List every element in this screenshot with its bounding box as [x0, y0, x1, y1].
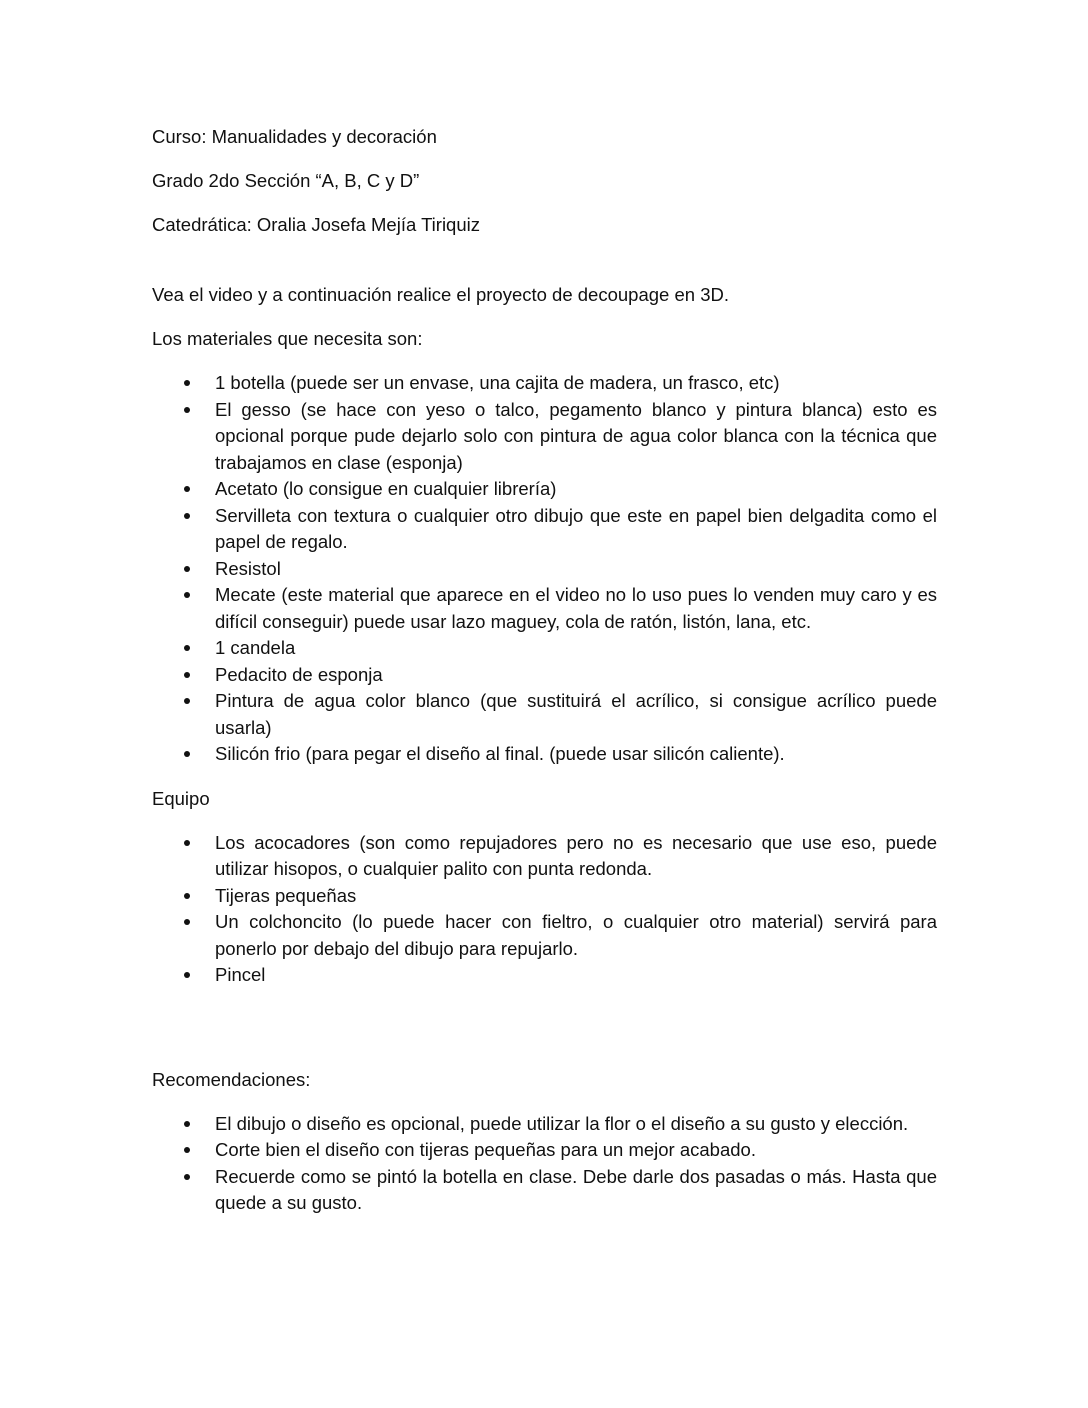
document-content	[152, 124, 937, 1235]
list-item: Acetato (lo consigue en cualquier librería)	[152, 476, 937, 503]
list-item: 1 candela	[152, 635, 937, 662]
list-item: Mecate (este material que aparece en el video no lo uso pues lo venden muy caro y es difícil conseguir) puede usar lazo maguey, cola de ratón, listón, lana, etc.	[152, 582, 937, 635]
bullet-icon	[184, 1174, 190, 1180]
list-item: Los acocadores (son como repujadores pero no es necesario que use eso, puede utilizar hisopos, o cualquier palito con punta redonda.	[152, 830, 937, 883]
list-item: Pintura de agua color blanco (que sustituirá el acrílico, si consigue acrílico puede usarla)	[152, 688, 937, 741]
list-item: Corte bien el diseño con tijeras pequeñas para un mejor acabado.	[152, 1137, 937, 1164]
list-item: Un colchoncito (lo puede hacer con fieltro, o cualquier otro material) servirá para ponerlo por debajo del dibujo para repujarlo.	[152, 909, 937, 962]
spacer	[152, 238, 937, 282]
course-line: Curso: Manualidades y decoración	[152, 126, 437, 147]
spacer	[152, 1007, 937, 1067]
list-item: Servilleta con textura o cualquier otro dibujo que este en papel bien delgadita como el papel de regalo.	[152, 503, 937, 556]
bullet-icon	[184, 672, 190, 678]
bullet-icon	[184, 840, 190, 846]
teacher-line: Catedrática: Oralia Josefa Mejía Tiriquiz	[152, 214, 480, 235]
list-item: El gesso (se hace con yeso o talco, pegamento blanco y pintura blanca) esto es opcional porque pude dejarlo solo con pintura de agua color blanca con la técnica que trabajamos en clase (esponja)	[152, 397, 937, 477]
bullet-icon	[184, 972, 190, 978]
grade-section-line: Grado 2do Sección “A, B, C y D”	[152, 170, 420, 191]
bullet-icon	[184, 919, 190, 925]
bullet-icon	[184, 566, 190, 572]
bullet-icon	[184, 698, 190, 704]
recommendations-heading: Recomendaciones:	[152, 1068, 311, 1090]
bullet-icon	[184, 407, 190, 413]
list-item: 1 botella (puede ser un envase, una cajita de madera, un frasco, etc)	[152, 370, 937, 397]
bullet-icon	[184, 1121, 190, 1127]
list-item: El dibujo o diseño es opcional, puede utilizar la flor o el diseño a su gusto y elección.	[152, 1111, 937, 1138]
bullet-icon	[184, 645, 190, 651]
equipment-heading: Equipo	[152, 787, 210, 809]
instruction-text: Vea el video y a continuación realice el proyecto de decoupage en 3D.	[152, 284, 729, 305]
bullet-icon	[184, 751, 190, 757]
recommendations-list	[152, 1111, 937, 1217]
bullet-icon	[184, 380, 190, 386]
list-item: Resistol	[152, 556, 937, 583]
list-item: Silicón frio (para pegar el diseño al final. (puede usar silicón caliente).	[152, 741, 937, 768]
list-item: Tijeras pequeñas	[152, 883, 937, 910]
bullet-icon	[184, 592, 190, 598]
list-item: Pedacito de esponja	[152, 662, 937, 689]
list-item: Recuerde como se pintó la botella en clase. Debe darle dos pasadas o más. Hasta que quede a su gusto.	[152, 1164, 937, 1217]
bullet-icon	[184, 486, 190, 492]
equipment-list	[152, 830, 937, 989]
materials-heading: Los materiales que necesita son:	[152, 328, 423, 349]
bullet-icon	[184, 513, 190, 519]
list-item: Pincel	[152, 962, 937, 989]
materials-list	[152, 370, 937, 768]
bullet-icon	[184, 893, 190, 899]
bullet-icon	[184, 1147, 190, 1153]
